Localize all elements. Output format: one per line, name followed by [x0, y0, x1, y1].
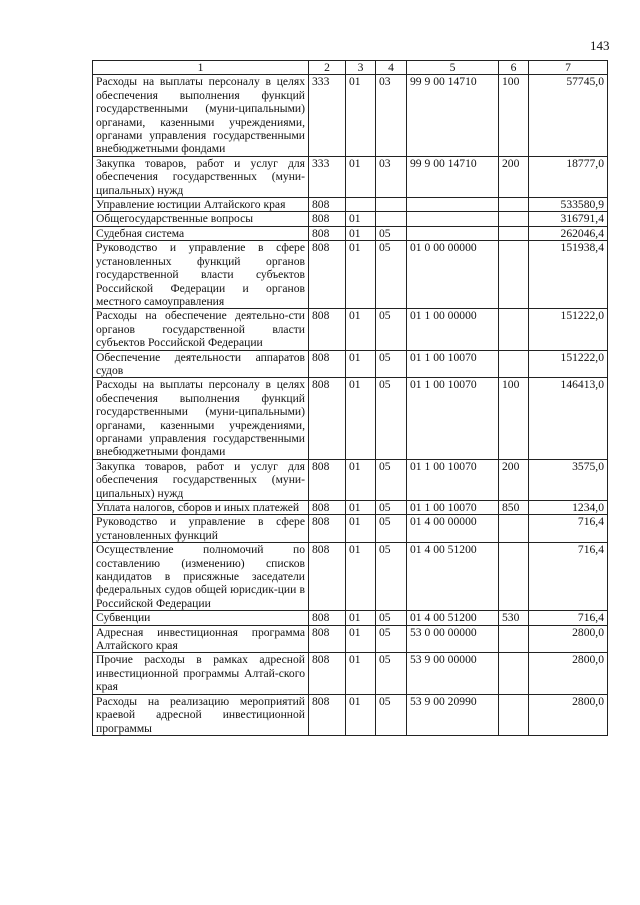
row-amount: 3575,0: [529, 459, 608, 500]
row-name: Осуществление полномочий по составлению (изменению) списков кандидатов в присяжные заседатели федеральных судов общей юрисдик-ции в Российской Федерации: [93, 543, 309, 611]
row-code-admin: 808: [309, 226, 346, 240]
row-name: Субвенции: [93, 611, 309, 625]
row-section: 01: [346, 241, 376, 309]
row-name: Обеспечение деятельности аппаратов судов: [93, 350, 309, 378]
col-header-6: 6: [499, 61, 529, 75]
row-section: 01: [346, 459, 376, 500]
row-expense-type: [499, 625, 529, 653]
row-name: Расходы на выплаты персоналу в целях обеспечения выполнения функций государственными (муни-ципальными) органами, казенными учреждениями, органами управления государственными внебюджетными фондами: [93, 378, 309, 459]
row-section: 01: [346, 212, 376, 226]
row-section: 01: [346, 226, 376, 240]
row-code-admin: 808: [309, 309, 346, 350]
row-name: Судебная система: [93, 226, 309, 240]
row-target-item: 01 4 00 51200: [407, 543, 499, 611]
row-expense-type: [499, 653, 529, 694]
row-expense-type: [499, 309, 529, 350]
row-subsection: 05: [376, 350, 407, 378]
budget-table: [92, 60, 608, 736]
row-expense-type: [499, 241, 529, 309]
col-header-5: 5: [407, 61, 499, 75]
page-number: 143: [590, 38, 610, 53]
row-subsection: 05: [376, 543, 407, 611]
row-expense-type: [499, 226, 529, 240]
row-subsection: 05: [376, 611, 407, 625]
table-row: [93, 198, 608, 212]
row-section: 01: [346, 653, 376, 694]
row-amount: 2800,0: [529, 653, 608, 694]
row-subsection: 05: [376, 694, 407, 735]
row-expense-type: [499, 694, 529, 735]
row-section: 01: [346, 543, 376, 611]
row-subsection: 05: [376, 309, 407, 350]
row-code-admin: 808: [309, 212, 346, 226]
table-row: [93, 309, 608, 350]
row-name: Закупка товаров, работ и услуг для обеспечения государственных (муни-ципальных) нужд: [93, 156, 309, 197]
row-target-item: 53 0 00 00000: [407, 625, 499, 653]
row-expense-type: 100: [499, 75, 529, 156]
row-code-admin: 808: [309, 515, 346, 543]
row-code-admin: 808: [309, 378, 346, 459]
row-subsection: 05: [376, 515, 407, 543]
row-expense-type: [499, 198, 529, 212]
row-target-item: 53 9 00 00000: [407, 653, 499, 694]
table-row: [93, 75, 608, 156]
row-code-admin: 808: [309, 501, 346, 515]
row-subsection: [376, 212, 407, 226]
row-expense-type: [499, 515, 529, 543]
row-subsection: 05: [376, 378, 407, 459]
row-target-item: 53 9 00 20990: [407, 694, 499, 735]
table-row: [93, 226, 608, 240]
col-header-2: 2: [309, 61, 346, 75]
row-amount: 716,4: [529, 515, 608, 543]
row-target-item: 01 1 00 10070: [407, 459, 499, 500]
row-amount: 716,4: [529, 611, 608, 625]
row-expense-type: [499, 350, 529, 378]
row-subsection: 05: [376, 625, 407, 653]
row-section: 01: [346, 156, 376, 197]
row-amount: 2800,0: [529, 694, 608, 735]
table-row: [93, 378, 608, 459]
row-target-item: 01 1 00 10070: [407, 378, 499, 459]
col-header-4: 4: [376, 61, 407, 75]
table-row: [93, 625, 608, 653]
row-section: 01: [346, 350, 376, 378]
row-subsection: 05: [376, 459, 407, 500]
row-target-item: 99 9 00 14710: [407, 75, 499, 156]
row-section: 01: [346, 501, 376, 515]
row-subsection: 05: [376, 653, 407, 694]
row-name: Руководство и управление в сфере установленных функций: [93, 515, 309, 543]
col-header-3: 3: [346, 61, 376, 75]
row-name: Уплата налогов, сборов и иных платежей: [93, 501, 309, 515]
row-name: Закупка товаров, работ и услуг для обеспечения государственных (муни-ципальных) нужд: [93, 459, 309, 500]
row-amount: 151222,0: [529, 350, 608, 378]
table-row: [93, 653, 608, 694]
table-row: [93, 694, 608, 735]
row-subsection: 03: [376, 75, 407, 156]
row-target-item: 01 1 00 00000: [407, 309, 499, 350]
row-target-item: 01 1 00 10070: [407, 350, 499, 378]
row-name: Прочие расходы в рамках адресной инвестиционной программы Алтай-ского края: [93, 653, 309, 694]
row-section: 01: [346, 309, 376, 350]
row-code-admin: 808: [309, 350, 346, 378]
row-code-admin: 333: [309, 75, 346, 156]
row-section: 01: [346, 625, 376, 653]
row-code-admin: 808: [309, 198, 346, 212]
row-expense-type: 530: [499, 611, 529, 625]
row-expense-type: 200: [499, 156, 529, 197]
row-amount: 316791,4: [529, 212, 608, 226]
row-amount: 146413,0: [529, 378, 608, 459]
row-target-item: [407, 226, 499, 240]
row-amount: 18777,0: [529, 156, 608, 197]
row-code-admin: 808: [309, 611, 346, 625]
table-row: [93, 611, 608, 625]
row-amount: 151938,4: [529, 241, 608, 309]
row-section: 01: [346, 611, 376, 625]
row-target-item: 01 4 00 00000: [407, 515, 499, 543]
row-expense-type: 850: [499, 501, 529, 515]
table-row: [93, 515, 608, 543]
col-header-7: 7: [529, 61, 608, 75]
row-subsection: 05: [376, 241, 407, 309]
table-row: [93, 543, 608, 611]
row-target-item: [407, 212, 499, 226]
row-code-admin: 333: [309, 156, 346, 197]
row-code-admin: 808: [309, 653, 346, 694]
row-name: Руководство и управление в сфере установленных функций органов государственной власти субъектов Российской Федерации и органов местного самоуправления: [93, 241, 309, 309]
row-code-admin: 808: [309, 543, 346, 611]
table-row: [93, 350, 608, 378]
row-expense-type: 100: [499, 378, 529, 459]
row-code-admin: 808: [309, 625, 346, 653]
row-name: Общегосударственные вопросы: [93, 212, 309, 226]
row-expense-type: 200: [499, 459, 529, 500]
row-amount: 1234,0: [529, 501, 608, 515]
row-amount: 2800,0: [529, 625, 608, 653]
table-row: [93, 241, 608, 309]
table-row: [93, 212, 608, 226]
row-amount: 716,4: [529, 543, 608, 611]
row-section: [346, 198, 376, 212]
row-target-item: [407, 198, 499, 212]
row-name: Расходы на реализацию мероприятий краевой адресной инвестиционной программы: [93, 694, 309, 735]
row-subsection: 05: [376, 501, 407, 515]
row-code-admin: 808: [309, 459, 346, 500]
table-row: [93, 156, 608, 197]
row-expense-type: [499, 543, 529, 611]
col-header-1: 1: [93, 61, 309, 75]
row-section: 01: [346, 694, 376, 735]
row-subsection: 05: [376, 226, 407, 240]
row-target-item: 01 4 00 51200: [407, 611, 499, 625]
row-section: 01: [346, 378, 376, 459]
row-section: 01: [346, 515, 376, 543]
row-amount: 533580,9: [529, 198, 608, 212]
table-row: [93, 501, 608, 515]
row-subsection: 03: [376, 156, 407, 197]
row-code-admin: 808: [309, 241, 346, 309]
table-row: [93, 459, 608, 500]
row-target-item: 01 1 00 10070: [407, 501, 499, 515]
row-amount: 57745,0: [529, 75, 608, 156]
row-subsection: [376, 198, 407, 212]
row-name: Расходы на выплаты персоналу в целях обеспечения выполнения функций государственными (муни-ципальными) органами, казенными учреждениями, органами управления государственными внебюджетными фондами: [93, 75, 309, 156]
row-name: Управление юстиции Алтайского края: [93, 198, 309, 212]
header-row: [93, 61, 608, 75]
row-target-item: 99 9 00 14710: [407, 156, 499, 197]
row-expense-type: [499, 212, 529, 226]
row-amount: 262046,4: [529, 226, 608, 240]
row-amount: 151222,0: [529, 309, 608, 350]
row-target-item: 01 0 00 00000: [407, 241, 499, 309]
row-code-admin: 808: [309, 694, 346, 735]
row-name: Расходы на обеспечение деятельно-сти органов государственной власти субъектов Российской Федерации: [93, 309, 309, 350]
row-name: Адресная инвестиционная программа Алтайского края: [93, 625, 309, 653]
row-section: 01: [346, 75, 376, 156]
